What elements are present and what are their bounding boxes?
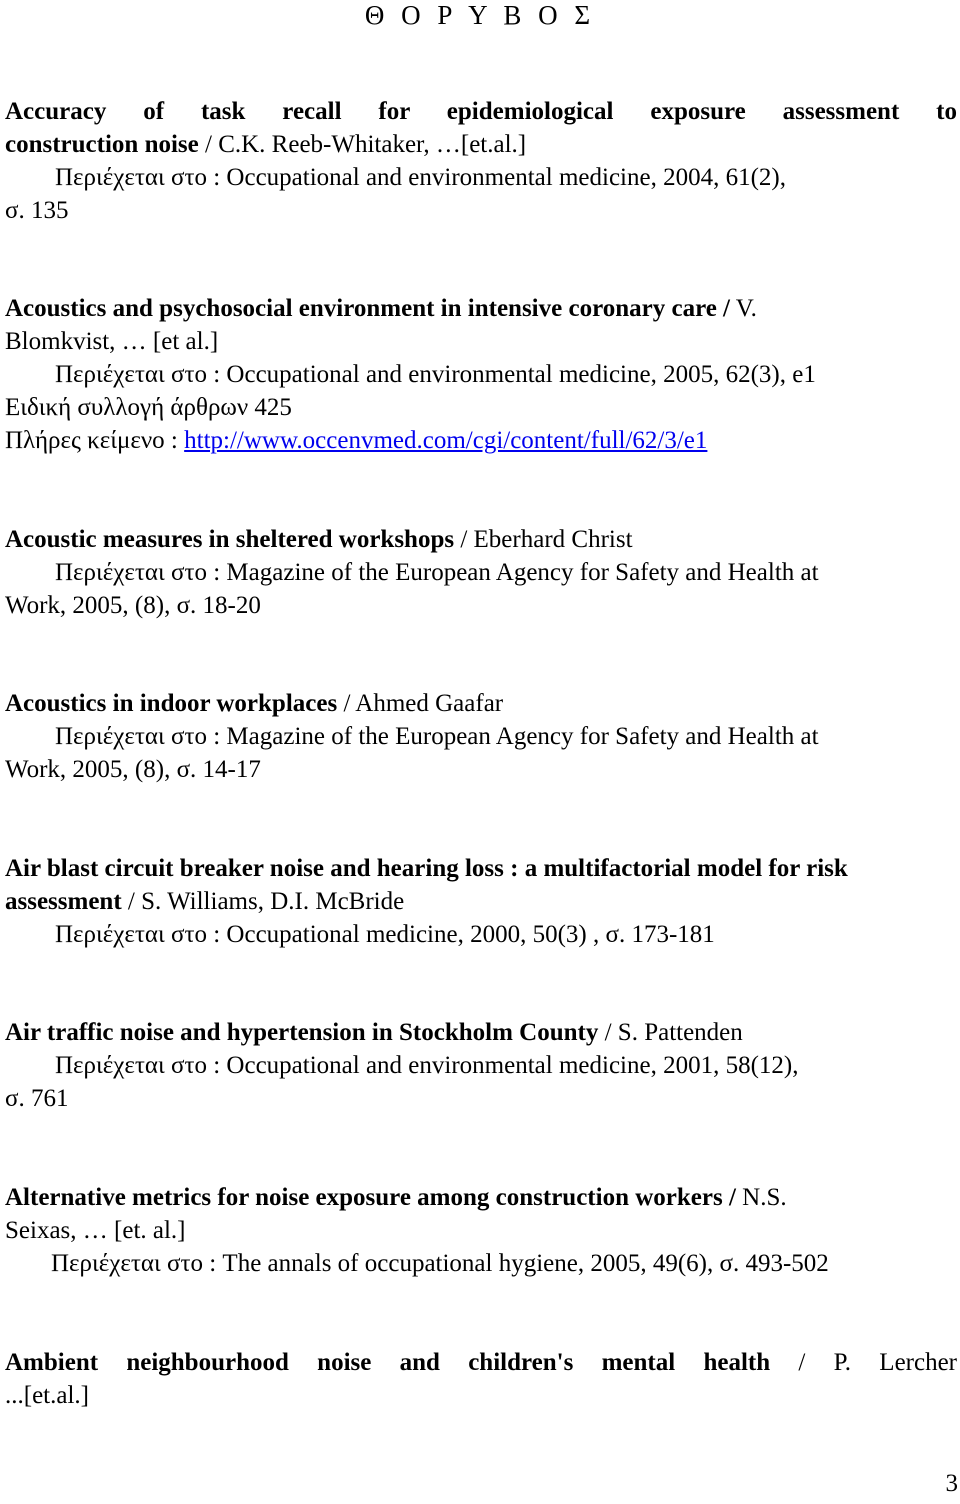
entry-title-text: Ambient neighbourhood noise and children's mental health	[5, 1349, 771, 1376]
entry-title	[5, 523, 957, 556]
entry-title-text: Acoustics in indoor workplaces	[5, 690, 338, 717]
entry-pages: Work, 2005, (8), σ. 14-17	[5, 756, 261, 783]
entry-title	[5, 687, 957, 720]
entry-source: Περιέχεται στο : Occupational and environmental medicine, 2005, 62(3), e1	[55, 361, 816, 388]
bibliography-entry	[5, 292, 957, 457]
entry-source: Περιέχεται στο : Magazine of the European Agency for Safety and Health at	[55, 723, 819, 750]
bibliography-entry	[5, 1346, 957, 1412]
entry-author: Seixas, … [et. al.]	[5, 1217, 186, 1244]
fulltext-label: Πλήρες κείμενο :	[5, 427, 185, 454]
entry-title-text: Air traffic noise and hypertension in Stockholm County	[5, 1019, 599, 1046]
entry-title-continued	[5, 885, 957, 918]
entry-source: Περιέχεται στο : Occupational and environmental medicine, 2004, 61(2),	[55, 164, 786, 191]
entry-title	[5, 292, 957, 325]
entry-author-start: V.	[730, 295, 757, 322]
bibliography-entry	[5, 852, 957, 951]
entry-collection: Ειδική συλλογή άρθρων 425	[5, 394, 292, 421]
entry-author: / P. Lercher	[770, 1349, 958, 1376]
entry-source: Περιέχεται στο : Occupational and environmental medicine, 2001, 58(12),	[55, 1052, 799, 1079]
entry-title-continued	[5, 128, 957, 161]
entry-title-text: Alternative metrics for noise exposure among construction workers /	[5, 1184, 736, 1211]
entry-author: / Ahmed Gaafar	[337, 690, 504, 717]
bibliography-entry	[5, 95, 957, 227]
entry-author: / C.K. Reeb-Whitaker, …[et.al.]	[198, 131, 527, 158]
entry-author: Blomkvist, … [et al.]	[5, 328, 219, 355]
entry-title: Air blast circuit breaker noise and hearing loss : a multifactorial model for risk	[5, 855, 848, 882]
entry-title	[5, 1346, 957, 1379]
entry-title-end: construction noise	[5, 131, 199, 158]
entry-title	[5, 1181, 957, 1214]
bibliography-entry	[5, 1181, 957, 1280]
entry-title-end: assessment	[5, 888, 122, 915]
entry-title-text: Acoustics and psychosocial environment in intensive coronary care /	[5, 295, 730, 322]
entry-author: / Eberhard Christ	[454, 526, 633, 553]
entry-author: / S. Williams, D.I. McBride	[121, 888, 405, 915]
bibliography-entry	[5, 687, 957, 786]
entry-author-continued: ...[et.al.]	[5, 1382, 89, 1409]
entry-author: / S. Pattenden	[598, 1019, 743, 1046]
entry-pages: Work, 2005, (8), σ. 18-20	[5, 592, 261, 619]
entry-title: Accuracy of task recall for epidemiological exposure assessment to	[5, 98, 957, 125]
entry-source: Περιέχεται στο : Magazine of the European Agency for Safety and Health at	[55, 559, 819, 586]
entry-title-text: Acoustic measures in sheltered workshops	[5, 526, 455, 553]
page-number: 3	[945, 1470, 958, 1497]
bibliography-entry	[5, 523, 957, 622]
entry-pages: σ. 135	[5, 197, 69, 224]
entry-title	[5, 1016, 957, 1049]
fulltext-link[interactable]: http://www.occenvmed.com/cgi/content/full/62/3/e1	[184, 427, 708, 454]
page-title: Θ Ο Ρ Υ Β Ο Σ	[364, 0, 596, 30]
entry-pages: σ. 761	[5, 1085, 69, 1112]
bibliography-entry	[5, 1016, 957, 1115]
entry-author-start: N.S.	[735, 1184, 787, 1211]
entry-fulltext	[5, 424, 957, 457]
entry-source: Περιέχεται στο : The annals of occupational hygiene, 2005, 49(6), σ. 493-502	[51, 1250, 829, 1277]
entry-source: Περιέχεται στο : Occupational medicine, 2000, 50(3) , σ. 173-181	[55, 921, 715, 948]
